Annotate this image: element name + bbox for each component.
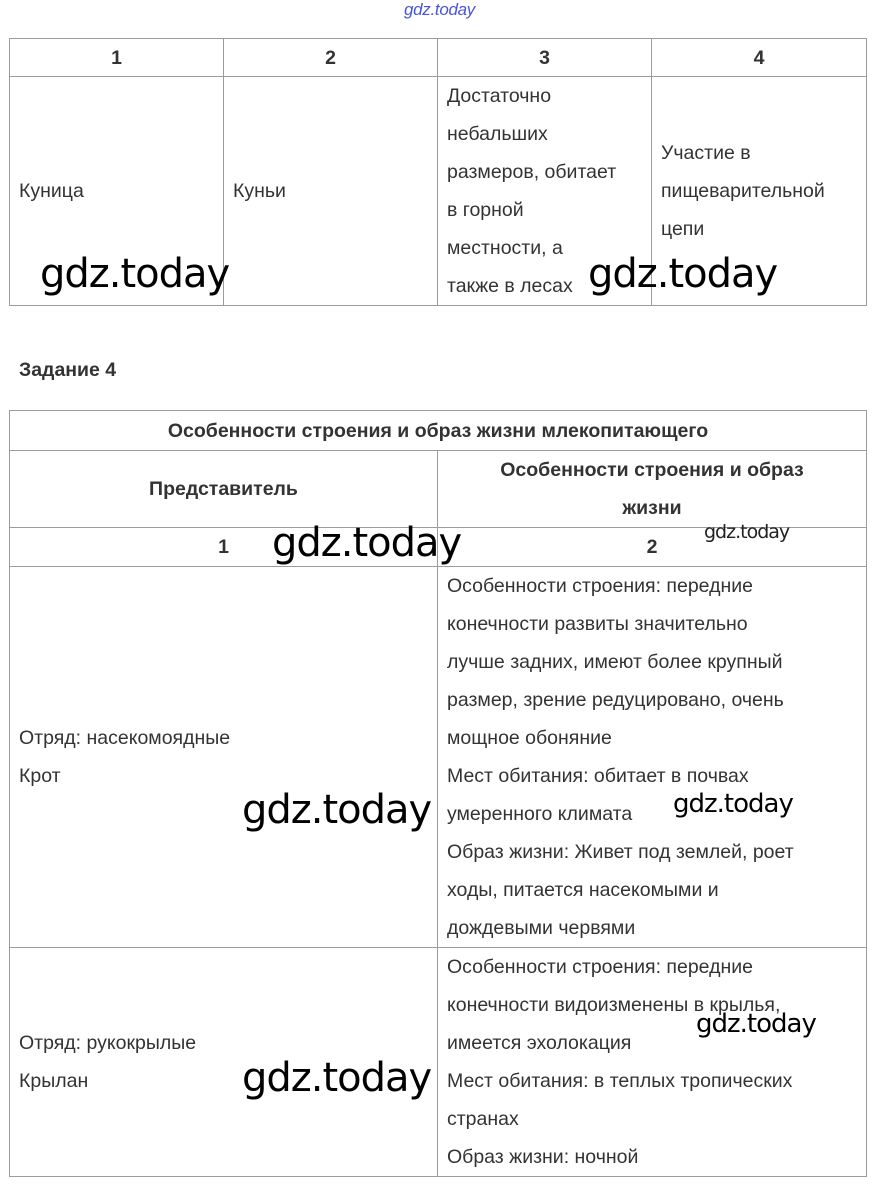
watermark: gdz.today — [272, 520, 462, 566]
task-title: Задание 4 — [19, 359, 117, 381]
top-watermark: gdz.today — [403, 0, 476, 19]
features-line: конечности развиты значительно — [447, 613, 748, 635]
family-cell: Куньи — [224, 77, 438, 306]
features-line: мощное обоняние — [447, 727, 612, 749]
features-line: странах — [447, 1108, 519, 1130]
features-line: умеренного климата — [447, 803, 633, 825]
features-cell — [438, 567, 867, 948]
features-line: Особенности строения: передние — [447, 956, 753, 978]
description-line: также в лесах — [447, 275, 573, 297]
description-line: местности, а — [447, 237, 563, 259]
description-line: небальших — [447, 123, 548, 145]
features-line: лучше задних, имеют более крупный — [447, 651, 783, 673]
table-title: Особенности строения и образ жизни млекопитающего — [10, 411, 867, 451]
table-title-row — [10, 411, 867, 451]
watermark: gdz.today — [242, 1055, 432, 1101]
species-line: Крот — [19, 765, 61, 787]
role-line: цепи — [661, 218, 705, 240]
col-header-3: 3 — [438, 39, 652, 77]
features-line: Особенности строения: передние — [447, 575, 753, 597]
col-header-2: 2 — [224, 39, 438, 77]
watermark: gdz.today — [696, 1009, 816, 1039]
features-header-line: жизни — [622, 497, 682, 519]
watermark: gdz.today — [588, 251, 778, 297]
watermark: gdz.today — [242, 787, 432, 833]
features-line: Мест обитания: обитает в почвах — [447, 765, 749, 787]
role-line: Участие в — [661, 142, 751, 164]
watermark: gdz.today — [704, 521, 790, 543]
features-line: Образ жизни: Живет под землей, роет — [447, 841, 794, 863]
col-header-4: 4 — [652, 39, 867, 77]
features-line: имеется эхолокация — [447, 1032, 632, 1054]
features-line: Образ жизни: ночной — [447, 1146, 639, 1168]
watermark: gdz.today — [40, 251, 230, 297]
features-cell — [438, 948, 867, 1177]
table-row — [10, 567, 867, 948]
col-number-2: 2 — [438, 528, 867, 567]
features-line: Мест обитания: в теплых тропических — [447, 1070, 793, 1092]
features-line: размер, зрение редуцировано, очень — [447, 689, 784, 711]
order-line: Отряд: насекомоядные — [19, 727, 231, 749]
role-line: пищеварительной — [661, 180, 825, 202]
table-row — [10, 948, 867, 1177]
features-header-line: Особенности строения и образ — [500, 459, 804, 481]
representative-header: Представитель — [10, 451, 438, 528]
description-line: Достаточно — [447, 85, 552, 107]
features-line: дождевыми червями — [447, 917, 636, 939]
col-number-1: 1 — [10, 528, 438, 567]
species-line: Крылан — [19, 1070, 89, 1092]
animal-name-cell: Куница — [10, 77, 224, 306]
representative-cell — [10, 567, 438, 948]
features-header — [438, 451, 867, 528]
description-line: в горной — [447, 199, 524, 221]
features-line: конечности видоизменены в крылья, — [447, 994, 781, 1016]
col-header-1: 1 — [10, 39, 224, 77]
watermark: gdz.today — [673, 789, 793, 819]
description-line: размеров, обитает — [447, 161, 617, 183]
table-header-row — [10, 451, 867, 528]
features-line: ходы, питается насекомыми и — [447, 879, 719, 901]
order-line: Отряд: рукокрылые — [19, 1032, 197, 1054]
table-header-row — [10, 39, 867, 77]
